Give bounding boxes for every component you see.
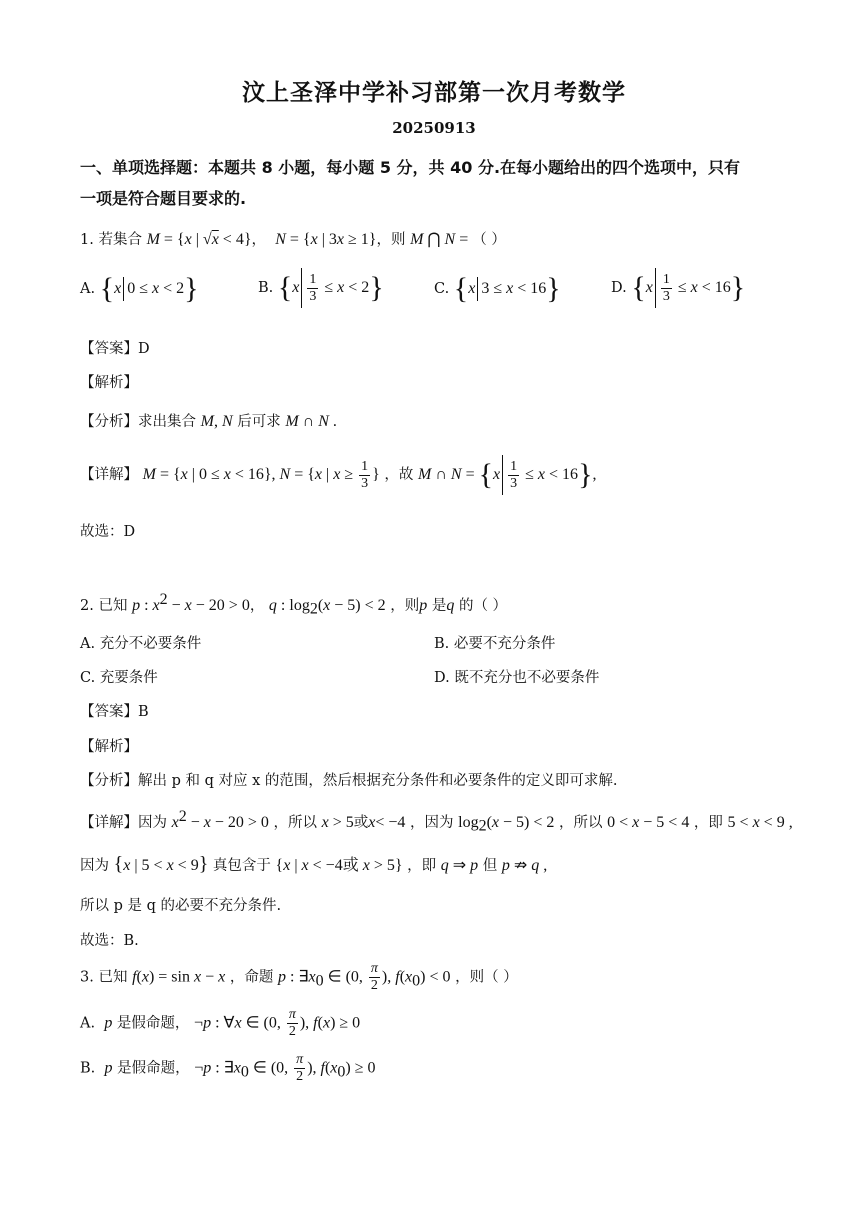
- question-3: 3. 已知 f(x) = sin x − x ，命题 p : $\exists x_0$ ∈ (0, $\frac{\pi}{2}$ ), $f(x_0) < 0$ ，则（ ）: [80, 961, 518, 993]
- q3-option-a[interactable]: A. p 是假命题， ¬p : ∀x ∈ (0, $\frac{\pi}{2}$ ), f(x) ≥ 0: [80, 1007, 361, 1039]
- question-1: 1. 若集合 M = {x | √x < 4}， N = {x | 3x ≥ 1}，则 M ⋂ N = （ ）: [80, 231, 506, 248]
- q1-option-a[interactable]: A. {x 0 ≤ x < 2}: [80, 272, 199, 305]
- section-heading-line1: 一、单项选择题：本题共 8 小题，每小题 5 分，共 40 分.在每小题给出的四个选项中，只有: [80, 158, 741, 177]
- q2-option-d[interactable]: D. 既不充分也不必要条件: [434, 670, 600, 686]
- q2-option-a[interactable]: A. 充分不必要条件: [80, 636, 202, 652]
- q1-option-b[interactable]: B. {x $\frac{1}{3}$ ≤ x < 2}: [258, 268, 384, 308]
- q2-analysis: 【解析】: [80, 739, 138, 755]
- q2-fenxi: 【分析】解出 p 和 q 对应 x 的范围，然后根据充分条件和必要条件的定义即可求解.: [80, 773, 618, 789]
- q1-analysis: 【解析】: [80, 375, 138, 391]
- question-2: 2. 已知 p : $x^2 - x - 20 > 0$， q : $\log_2(x - 5) < 2$ ，则p 是q 的（ ）: [80, 591, 508, 618]
- exam-date: 20250913: [392, 119, 476, 137]
- page-title: 汶上圣泽中学补习部第一次月考数学: [242, 80, 626, 106]
- q1-option-d[interactable]: D. {x $\frac{1}{3}$ ≤ x < 16}: [611, 268, 745, 308]
- q2-detail-line1: 【详解】因为 $x^2 - x - 20 > 0$ ，所以 x > 5或x< −4 ，因为 $\log_2(x - 5) < 2$ ，所以 0 < x − 5 < 4 ，即 5 < x < 9 ,: [80, 808, 793, 835]
- q1-choose: 故选：D: [80, 524, 136, 540]
- q1-option-c[interactable]: C. {x 3 ≤ x < 16}: [434, 272, 561, 305]
- q1-answer: 【答案】D: [80, 341, 150, 357]
- q3-option-b[interactable]: B. p 是假命题， ¬p : $\exists x_0$ ∈ (0, $\frac{\pi}{2}$ ), $f(x_0) \ge 0$: [80, 1052, 376, 1084]
- q1-detail: 【详解】 M = {x | 0 ≤ x < 16}, N = {x | x ≥ $\frac{1}{3}$ } ，故 M ∩ N = {x $\frac{1}{3}$ ≤ x < 16},: [80, 455, 596, 495]
- section-heading-line2: 一项是符合题目要求的.: [80, 189, 247, 208]
- q2-answer: 【答案】B: [80, 704, 149, 720]
- q2-detail-line3: 所以 p 是 q 的必要不充分条件.: [80, 898, 282, 914]
- q2-option-b[interactable]: B. 必要不充分条件: [434, 636, 556, 652]
- q2-choose: 故选：B.: [80, 933, 139, 949]
- q2-option-c[interactable]: C. 充要条件: [80, 670, 158, 686]
- q1-fenxi: 【分析】求出集合 M, N 后可求 M ∩ N .: [80, 413, 337, 430]
- q2-detail-line2: 因为 {x | 5 < x < 9} 真包含于 {x | x < −4或 x > 5} ，即 q ⇒ p 但 p ⇏ q ,: [80, 853, 548, 875]
